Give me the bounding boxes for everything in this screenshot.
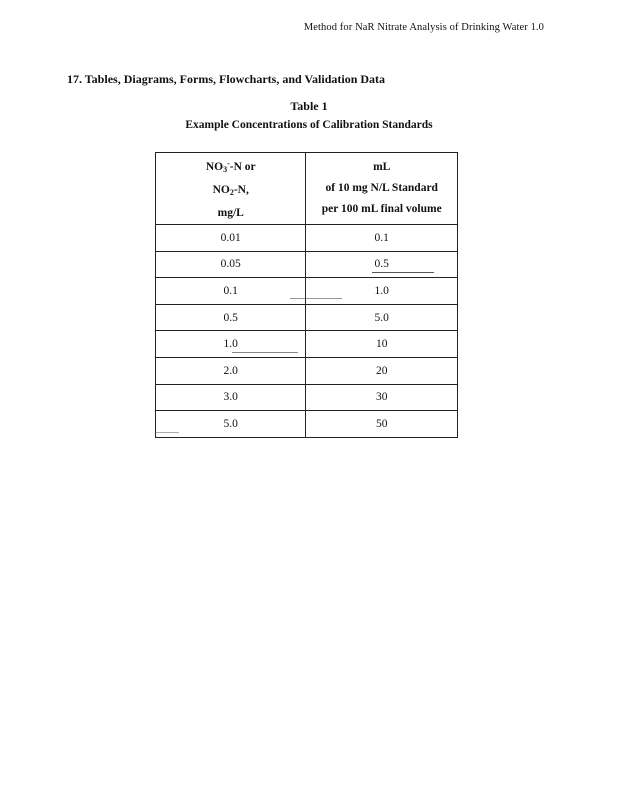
- table-header-row: [156, 153, 458, 225]
- cell-volume: 0.5: [306, 251, 458, 278]
- table-row: [156, 304, 458, 331]
- cell-concentration: 1.0: [156, 331, 306, 358]
- cell-volume: 5.0: [306, 304, 458, 331]
- header-volume: [306, 153, 458, 225]
- table-title: Table 1: [290, 99, 328, 113]
- calibration-table: [155, 152, 458, 438]
- cell-volume: 50: [306, 411, 458, 438]
- table-row: [156, 225, 458, 252]
- scan-artifact: [232, 352, 298, 353]
- cell-volume: 0.1: [306, 225, 458, 252]
- scan-artifact: [372, 272, 434, 273]
- scan-artifact: [155, 432, 179, 433]
- scan-artifact: [290, 298, 342, 299]
- cell-concentration: 0.05: [156, 251, 306, 278]
- cell-concentration: 3.0: [156, 384, 306, 411]
- table-row: [156, 384, 458, 411]
- cell-volume: 10: [306, 331, 458, 358]
- cell-concentration: 0.5: [156, 304, 306, 331]
- cell-volume: 20: [306, 357, 458, 384]
- header-concentration: [156, 153, 306, 225]
- cell-volume: 30: [306, 384, 458, 411]
- cell-concentration: 0.1: [156, 278, 306, 305]
- header-volume-line1: mL: [373, 161, 391, 173]
- table-row: [156, 251, 458, 278]
- section-heading: 17. Tables, Diagrams, Forms, Flowcharts, and Validation Data: [67, 72, 386, 86]
- header-concentration-line2: $NO_2-N$,: [212, 184, 249, 197]
- cell-volume: 1.0: [306, 278, 458, 305]
- table-row: [156, 331, 458, 358]
- header-concentration-line3: mg/L: [217, 207, 244, 219]
- running-header: Method for NaR Nitrate Analysis of Drinking Water 1.0: [303, 22, 544, 33]
- table-row: [156, 357, 458, 384]
- header-concentration-line1: $NO_3^--N$ or: [205, 159, 256, 174]
- cell-concentration: 0.01: [156, 225, 306, 252]
- table-row: [156, 278, 458, 305]
- table-row: [156, 411, 458, 438]
- cell-concentration: 5.0: [156, 411, 306, 438]
- table-caption: Example Concentrations of Calibration Standards: [185, 119, 433, 131]
- cell-concentration: 2.0: [156, 357, 306, 384]
- header-volume-line2: of 10 mg N/L Standard: [325, 182, 438, 194]
- header-volume-line3: per 100 mL final volume: [321, 203, 442, 215]
